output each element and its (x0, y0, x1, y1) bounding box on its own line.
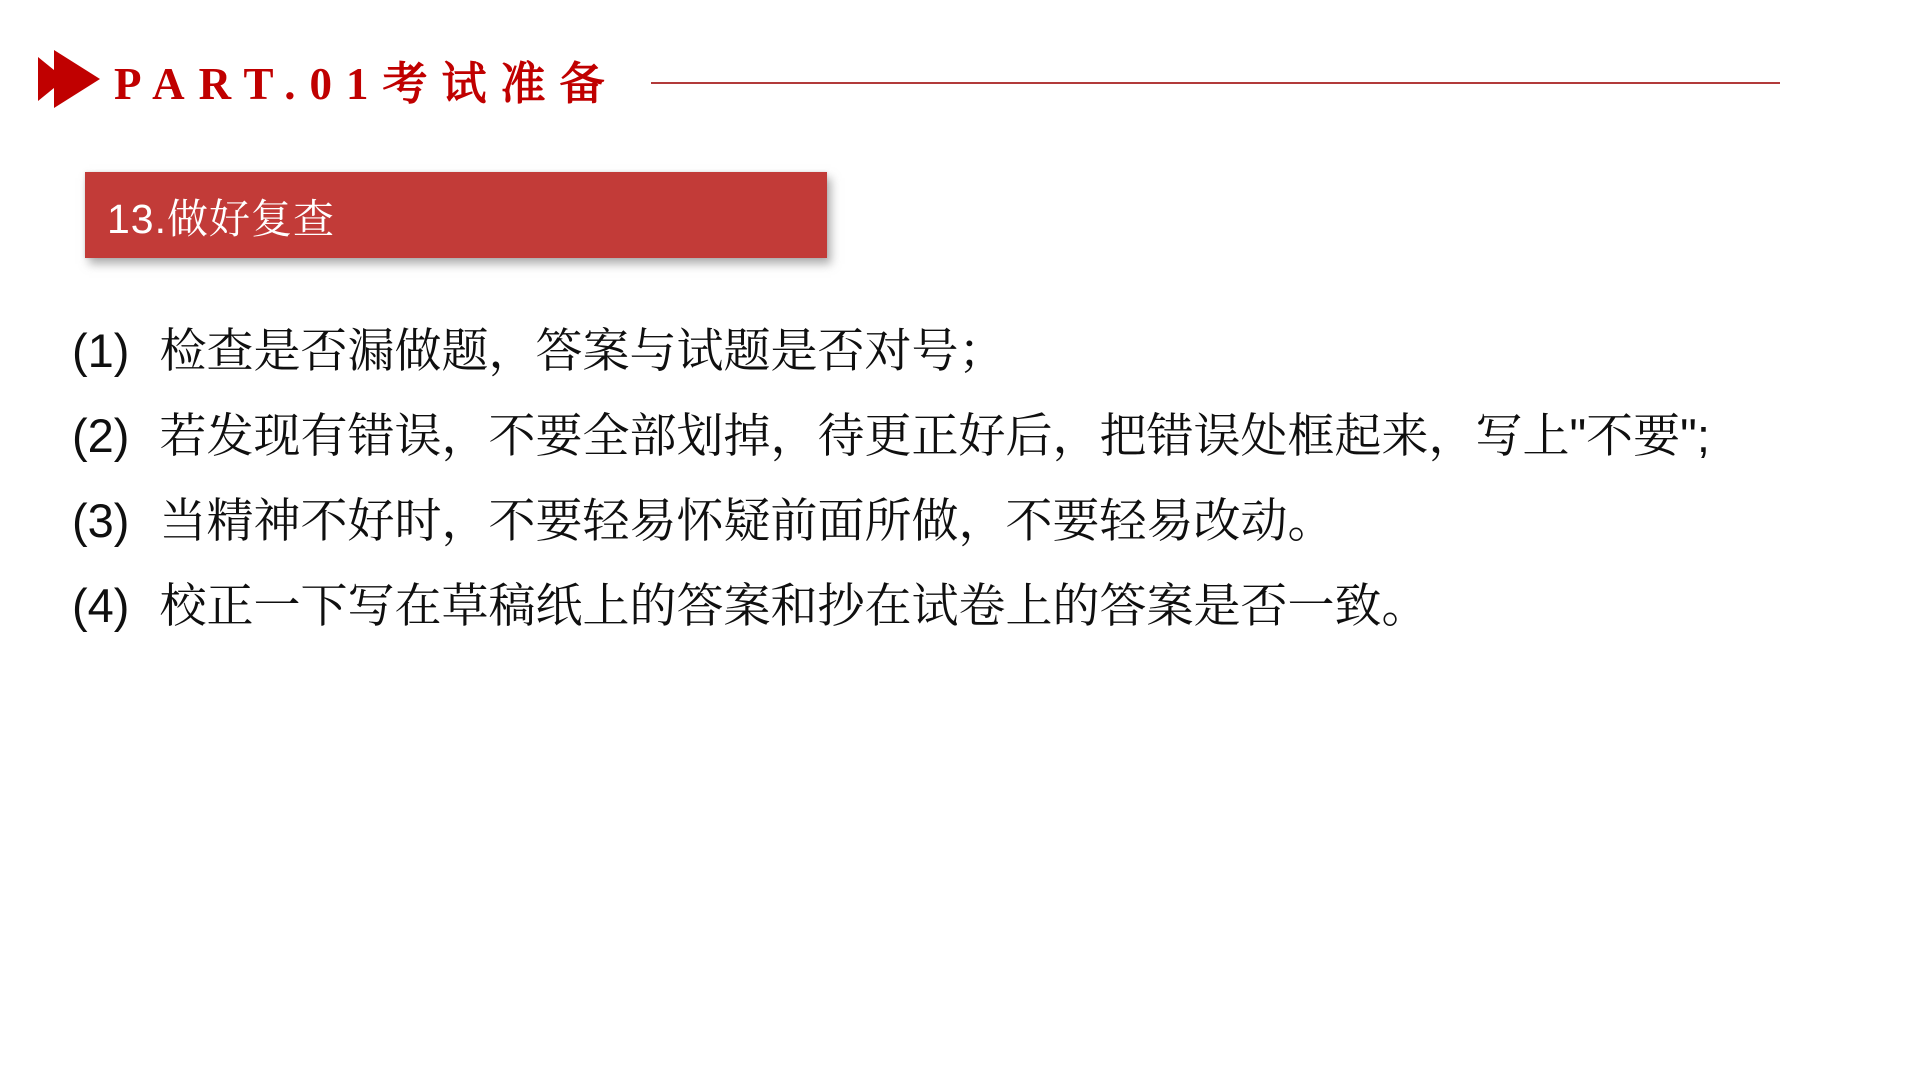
list-item (72, 478, 1710, 563)
topic-banner-label: 13.做好复查 (107, 195, 335, 242)
list-item (72, 308, 1710, 393)
fast-forward-icon (38, 50, 100, 108)
slide-header (38, 46, 1780, 112)
list-item-text: 当精神不好时，不要轻易怀疑前面所做，不要轻易改动。 (159, 494, 1335, 547)
list-item-marker: (1) (72, 324, 130, 377)
list-item-text: 检查是否漏做题，答案与试题是否对号； (159, 324, 1006, 377)
list-item-text: 校正一下写在草稿纸上的答案和抄在试卷上的答案是否一致。 (159, 579, 1429, 632)
topic-banner (85, 172, 827, 258)
part-title: PART.01考试准备 (114, 58, 619, 109)
list-item-marker: (2) (72, 409, 130, 462)
header-divider-line (651, 82, 1781, 84)
list-item (72, 393, 1710, 478)
list-item-text: 若发现有错误，不要全部划掉，待更正好后，把错误处框起来，写上"不要"; (159, 409, 1710, 462)
review-tips-list (72, 308, 1710, 648)
list-item-marker: (3) (72, 494, 130, 547)
list-item-marker: (4) (72, 579, 130, 632)
list-item (72, 563, 1710, 648)
